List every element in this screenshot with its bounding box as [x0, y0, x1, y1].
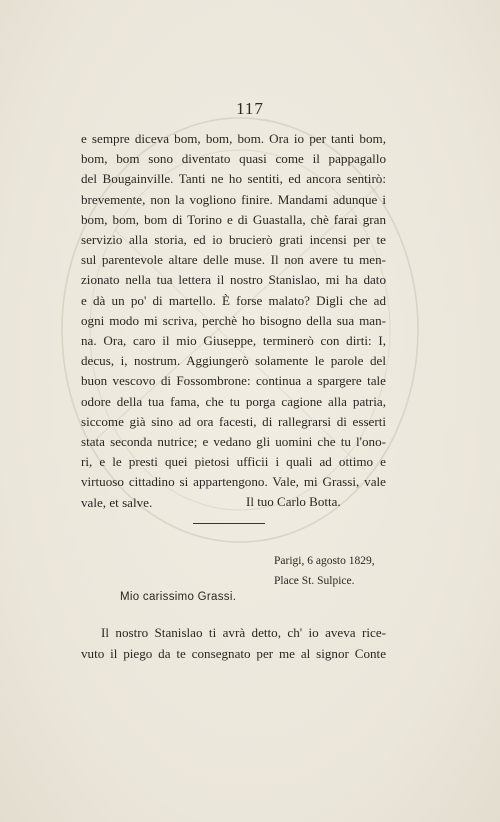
text-line: servizio alla storia, ed io brucierò grati incensi per te: [81, 232, 386, 248]
text-line: na. Ora, caro il mio Giuseppe, terminerò con dirti: I,: [81, 333, 386, 349]
page-number: 117: [236, 99, 264, 118]
letter-date: Parigi, 6 agosto 1829,: [274, 555, 375, 567]
text-line: ogni modo mi scriva, perchè ho bisogno della sua man-: [81, 312, 386, 328]
text-line: bom, bom, bom di Torino e di Guastalla, chè farai gran: [81, 211, 386, 227]
text-line: stata seconda nutrice; e vedano gli uomini che tu l'ono-: [81, 434, 386, 450]
section-divider: [193, 523, 265, 524]
text-line: zionato nella tua lettera il nostro Stanislao, mi ha dato: [81, 272, 386, 288]
text-line: Il nostro Stanislao ti avrà detto, ch' io aveva rice-: [101, 625, 386, 640]
text-line: vuto il piego da te consegnato per me al signor Conte: [81, 645, 386, 661]
text-line: decus, i, nostrum. Aggiungerò solamente le parole del: [81, 353, 386, 369]
text-line: siccome già sino ad ora facesti, di rallegrarsi di esserti: [81, 413, 386, 429]
text-line: bom, bom sono diventato quasi come il pappagallo: [81, 151, 386, 167]
text-line: del Bougainville. Tanti ne ho sentiti, ed ancora sentirò:: [81, 171, 386, 187]
text-line: buon vescovo di Fossombrone: continua a spargere tale: [81, 373, 386, 389]
text-line: e dà un po' di martello. È forse malato? Digli che ad: [81, 292, 386, 308]
letter-body-previous: [81, 129, 386, 513]
text-line: sul parentevole altare delle muse. Il non avere tu men-: [81, 252, 386, 268]
text-line: odore della tua fama, che tu porga cagione alla patria,: [81, 393, 386, 409]
signature: Il tuo Carlo Botta.: [246, 494, 341, 509]
text-line: brevemente, non la vogliono finire. Mandami adunque i: [81, 191, 386, 207]
salutation: Mio carissimo Grassi.: [120, 591, 237, 603]
text-line: vale, et salve.: [81, 494, 153, 510]
text-line: e sempre diceva bom, bom, bom. Ora io per tanti bom,: [81, 131, 386, 146]
letter-body-new: [81, 623, 386, 664]
text-line: ri, e le presti quei pietosi ufficii i quali ad ottimo e: [81, 454, 386, 470]
letter-place: Place St. Sulpice.: [274, 575, 355, 587]
text-line: virtuoso cittadino si appartengono. Vale, mi Grassi, vale: [81, 474, 386, 490]
dateline: [274, 551, 375, 591]
